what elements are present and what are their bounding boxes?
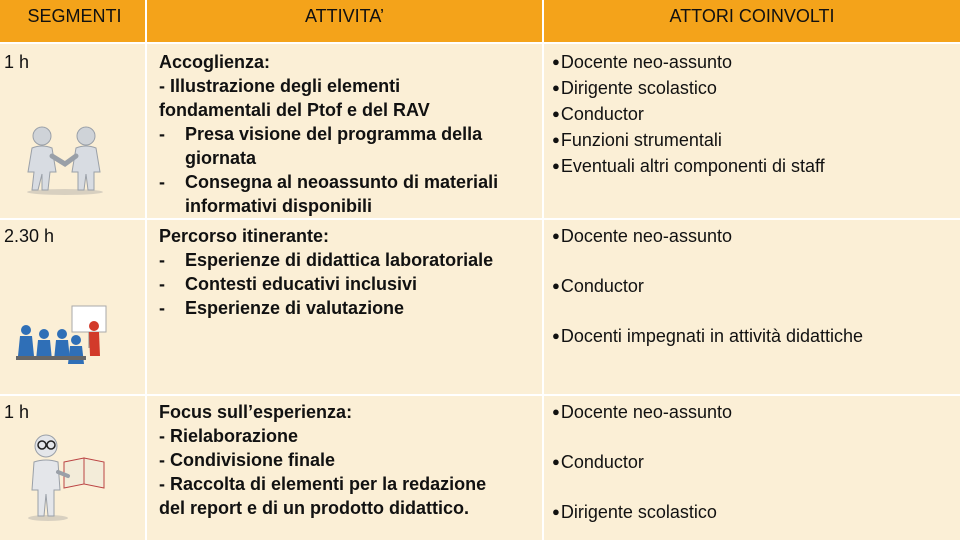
segment-cell	[0, 220, 145, 394]
actor-item: ● Docente neo-assunto	[552, 400, 960, 426]
header-segmenti: SEGMENTI	[0, 0, 145, 42]
activity-item: - Contesti educativi inclusivi	[159, 274, 418, 294]
actors-cell	[544, 396, 960, 540]
handshake-people-icon	[22, 124, 108, 196]
actor-item: ● Docente neo-assunto	[552, 50, 960, 76]
actors-cell	[544, 44, 960, 218]
activity-item: - Esperienze di didattica laboratoriale	[159, 250, 494, 270]
activity-item: - Rielaborazione	[159, 426, 299, 446]
activity-item: del report e di un prodotto didattico.	[159, 498, 469, 518]
actors-cell	[544, 220, 960, 394]
segment-cell	[0, 396, 145, 540]
actor-item: ● Conductor	[552, 450, 960, 476]
header-attori: ATTORI COINVOLTI	[544, 0, 960, 42]
segment-duration: 2.30 h	[4, 226, 55, 246]
activity-item: - Presa visione del programma della giornata	[159, 124, 483, 168]
activity-item: - Illustrazione degli elementi	[159, 76, 401, 96]
actor-item: ● Funzioni strumentali	[552, 128, 960, 154]
classroom-presentation-icon	[14, 304, 110, 368]
activity-title: Percorso itinerante:	[159, 226, 330, 246]
activity-item: - Raccolta di elementi per la redazione	[159, 474, 487, 494]
activity-cell	[147, 44, 542, 218]
actor-item: ● Conductor	[552, 102, 960, 128]
activity-item: - Esperienze di valutazione	[159, 298, 405, 318]
activity-item: - Consegna al neoassunto di materiali informativi disponibili	[159, 172, 499, 216]
activity-title: Focus sull’esperienza:	[159, 402, 353, 422]
segment-duration: 1 h	[4, 402, 30, 422]
activity-item: - Condivisione finale	[159, 450, 336, 470]
actor-item: ● Docente neo-assunto	[552, 224, 960, 250]
activity-title: Accoglienza:	[159, 52, 271, 72]
activity-cell	[147, 396, 542, 540]
activity-item: fondamentali del Ptof e del RAV	[159, 100, 430, 120]
segment-cell	[0, 44, 145, 218]
actor-item: ● Conductor	[552, 274, 960, 300]
actor-item: ● Dirigente scolastico	[552, 76, 960, 102]
person-reading-book-icon	[24, 432, 108, 522]
actor-item: ● Docenti impegnati in attività didattiche	[552, 324, 960, 350]
actor-item: ● Dirigente scolastico	[552, 500, 960, 526]
activity-cell	[147, 220, 542, 394]
header-attivita: ATTIVITA’	[147, 0, 542, 42]
actor-item: ● Eventuali altri componenti di staff	[552, 154, 960, 180]
segment-duration: 1 h	[4, 52, 30, 72]
